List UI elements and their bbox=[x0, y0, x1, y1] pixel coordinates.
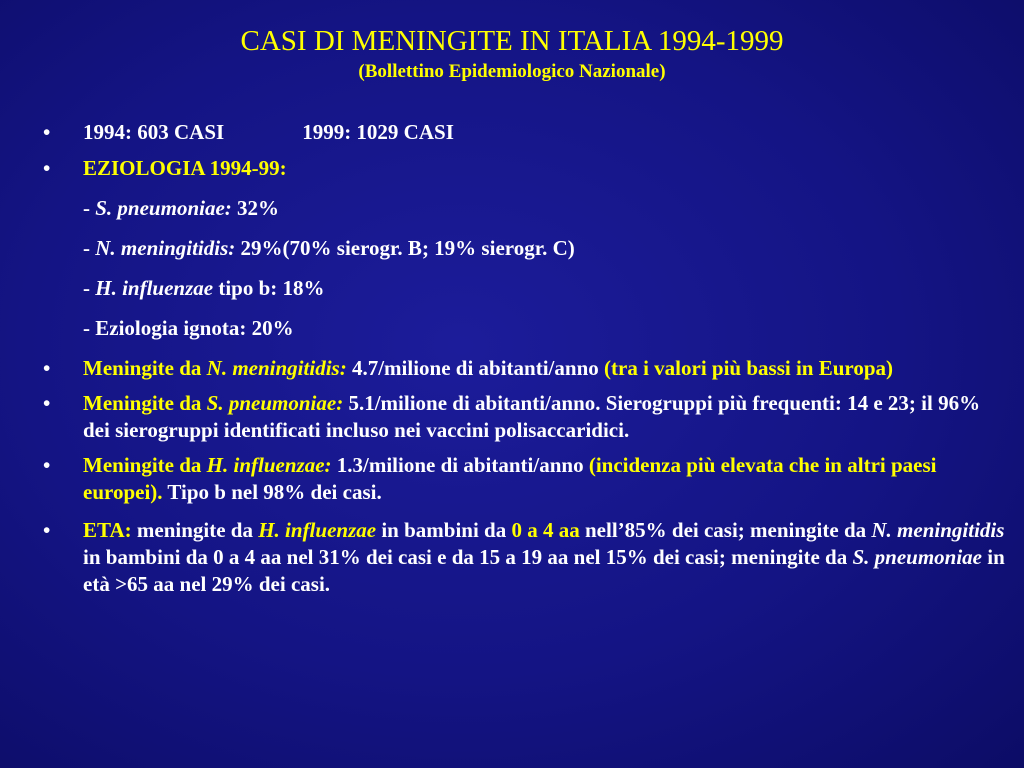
cases-1999: 1999: 1029 CASI bbox=[302, 120, 454, 144]
rate-text: 1.3/milione di abitanti/anno bbox=[331, 453, 589, 477]
text-segment: Meningite da bbox=[83, 356, 207, 380]
bullet-etiology bbox=[43, 155, 1008, 182]
tail-text: Tipo b nel 98% dei casi. bbox=[162, 480, 382, 504]
bullet-h-influenzae bbox=[43, 452, 1008, 506]
etiology-h-influenzae bbox=[43, 275, 1008, 302]
etiology-n-meningitidis bbox=[43, 235, 1008, 262]
bullet-marker: • bbox=[43, 453, 51, 477]
text-segment: meningite da bbox=[131, 518, 259, 542]
etiology-heading: EZIOLOGIA 1994-99: bbox=[83, 156, 287, 180]
text-segment: Meningite da bbox=[83, 391, 207, 415]
etiology-value: 29%(70% sierogr. B; 19% sierogr. C) bbox=[235, 236, 575, 260]
text-segment: in bambini da 0 a 4 aa nel 31% dei casi e da 15 a 19 aa nel 15% dei casi; meningite da bbox=[83, 545, 853, 569]
note-text: (incidenza più elevata che in altri paesi europei). bbox=[83, 453, 937, 504]
organism-name: H. influenzae: bbox=[206, 453, 332, 477]
organism-name: N. meningitidis: bbox=[95, 236, 236, 260]
bullet-marker: • bbox=[43, 356, 51, 380]
eta-label: ETA: bbox=[83, 518, 132, 542]
etiology-value: tipo b: 18% bbox=[213, 276, 325, 300]
bullet-marker: • bbox=[43, 120, 51, 144]
text-segment: in bambini da bbox=[376, 518, 512, 542]
dash: - bbox=[83, 236, 96, 260]
text-segment: nell’85% dei casi; meningite da bbox=[579, 518, 872, 542]
organism-name: N. meningitidis bbox=[871, 518, 1005, 542]
dash: - bbox=[83, 276, 96, 300]
rate-text: 5.1/milione di abitanti/anno. Sierogruppi più frequenti: 14 e 23; il 96% dei sierogruppi identificati incluso nei vaccini polisaccaridici. bbox=[83, 391, 981, 442]
organism-name: H. influenzae bbox=[258, 518, 377, 542]
slide-content bbox=[43, 119, 1008, 598]
cases-1994: 1994: 603 CASI bbox=[83, 120, 225, 144]
bullet-cases bbox=[43, 119, 1008, 146]
bullet-marker: • bbox=[43, 518, 51, 542]
title-block bbox=[0, 24, 1024, 84]
dash: - bbox=[83, 196, 96, 220]
rate-text: 4.7/milione di abitanti/anno bbox=[346, 356, 605, 380]
bullet-s-pneumoniae bbox=[43, 390, 1008, 444]
etiology-s-pneumoniae bbox=[43, 195, 1008, 222]
organism-name: S. pneumoniae: bbox=[95, 196, 232, 220]
organism-name: N. meningitidis: bbox=[206, 356, 347, 380]
age-range: 0 a 4 aa bbox=[511, 518, 580, 542]
text-segment: Meningite da bbox=[83, 453, 207, 477]
text-segment: in età >65 aa nel 29% dei casi. bbox=[83, 545, 1005, 596]
organism-name: S. pneumoniae bbox=[852, 545, 982, 569]
bullet-marker: • bbox=[43, 156, 51, 180]
slide-subtitle: (Bollettino Epidemiologico Nazionale) bbox=[358, 61, 666, 82]
bullet-eta bbox=[43, 517, 1008, 598]
slide-title: CASI DI MENINGITE IN ITALIA 1994-1999 bbox=[240, 25, 784, 57]
bullet-n-meningitidis bbox=[43, 355, 1008, 382]
organism-name: H. influenzae bbox=[95, 276, 214, 300]
etiology-unknown bbox=[43, 315, 1008, 342]
etiology-unknown-text: - Eziologia ignota: 20% bbox=[83, 316, 294, 340]
note-text: (tra i valori più bassi in Europa) bbox=[604, 356, 894, 380]
organism-name: S. pneumoniae: bbox=[206, 391, 344, 415]
etiology-value: 32% bbox=[231, 196, 280, 220]
bullet-marker: • bbox=[43, 391, 51, 415]
